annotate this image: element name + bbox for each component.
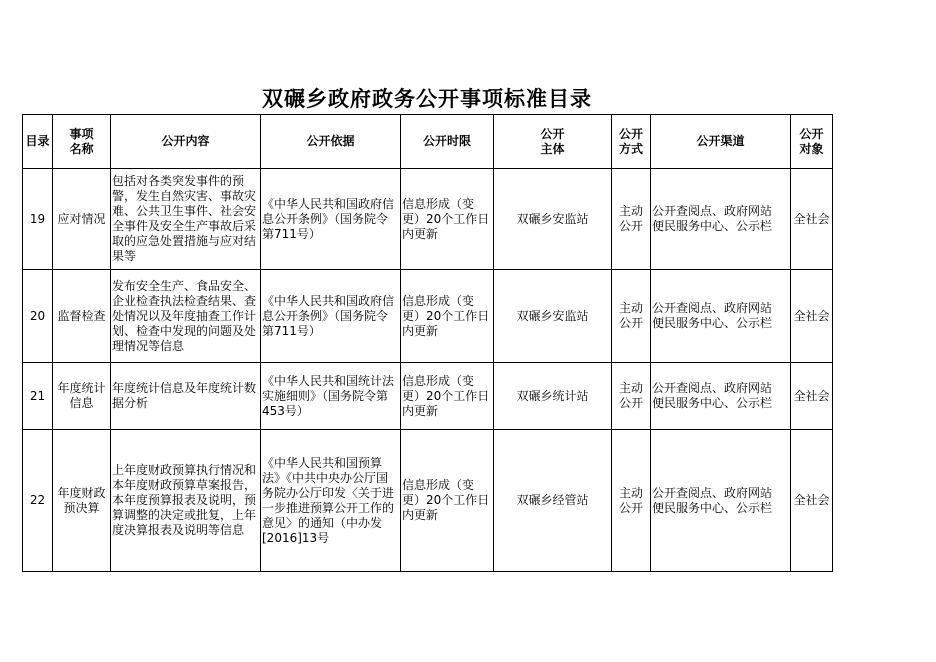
cell-subject: 双碾乡统计站 — [494, 363, 612, 430]
cell-item-name: 年度财政预决算 — [53, 430, 111, 572]
cell-method: 主动 公开 — [612, 430, 651, 572]
cell-time-limit: 信息形成（变更）20个工作日内更新 — [401, 430, 494, 572]
cell-method: 主动 公开 — [612, 363, 651, 430]
cell-content — [111, 169, 261, 270]
cell-basis: 《中华人民共和国统计法实施细则》（国务院令第453号） — [261, 363, 401, 430]
cell-content-text: 上年度财政预算执行情况和本年度财政预算草案报告，本年度预算报表及说明，预算调整的决定或批复，上年度决算报表及说明等信息 — [112, 463, 257, 537]
cell-content — [111, 430, 261, 572]
cell-basis: 《中华人民共和国预算法》《中共中央办公厅国务院办公厅印发〈关于进一步推进预算公开工作的意见〉的通知（中办发[2016]13号 — [261, 430, 401, 572]
cell-item-name: 年度统计信息 — [53, 363, 111, 430]
table-row — [23, 430, 833, 572]
cell-channel: 公开查阅点、政府网站 便民服务中心、公示栏 — [651, 430, 791, 572]
cell-index: 19 — [23, 169, 53, 270]
cell-method: 主动 公开 — [612, 169, 651, 270]
table-row — [23, 363, 833, 430]
header-audience: 公开 对象 — [791, 115, 833, 169]
header-time-limit: 公开时限 — [401, 115, 494, 169]
cell-subject: 双碾乡经管站 — [494, 430, 612, 572]
header-basis: 公开依据 — [261, 115, 401, 169]
cell-time-limit: 信息形成（变更）20个工作日内更新 — [401, 270, 494, 363]
disclosure-catalog-table — [22, 114, 833, 572]
header-channel: 公开渠道 — [651, 115, 791, 169]
cell-index: 20 — [23, 270, 53, 363]
header-subject: 公开 主体 — [494, 115, 612, 169]
table-row — [23, 169, 833, 270]
cell-subject: 双碾乡安监站 — [494, 270, 612, 363]
cell-content-text: 发布安全生产、食品安全、企业检查执法检查结果、查处情况以及年度抽查工作计划、检查中发现的问题及处理情况等信息 — [112, 278, 257, 353]
cell-audience: 全社会 — [791, 270, 833, 363]
cell-basis: 《中华人民共和国政府信息公开条例》（国务院令第711号） — [261, 169, 401, 270]
cell-content — [111, 363, 261, 430]
cell-channel: 公开查阅点、政府网站 便民服务中心、公示栏 — [651, 270, 791, 363]
cell-basis: 《中华人民共和国政府信息公开条例》（国务院令第711号） — [261, 270, 401, 363]
cell-method: 主动 公开 — [612, 270, 651, 363]
cell-item-name: 应对情况 — [53, 169, 111, 270]
cell-channel: 公开查阅点、政府网站 便民服务中心、公示栏 — [651, 169, 791, 270]
cell-content-text: 包括对各类突发事件的预警，发生自然灾害、事故灾难、公共卫生事件、社会安全事件及安全生产事故后采取的应急处置措施与应对结果等 — [112, 174, 257, 263]
header-index: 目录 — [23, 115, 53, 169]
cell-audience: 全社会 — [791, 169, 833, 270]
cell-content-text: 年度统计信息及年度统计数据分析 — [112, 381, 257, 410]
cell-index: 21 — [23, 363, 53, 430]
header-method: 公开 方式 — [612, 115, 651, 169]
cell-time-limit: 信息形成（变更）20个工作日内更新 — [401, 363, 494, 430]
table-row — [23, 270, 833, 363]
header-content: 公开内容 — [111, 115, 261, 169]
cell-index: 22 — [23, 430, 53, 572]
cell-content — [111, 270, 261, 363]
page-title: 双碾乡政府政务公开事项标准目录 — [262, 87, 592, 111]
table-header-row — [23, 115, 833, 169]
cell-channel: 公开查阅点、政府网站 便民服务中心、公示栏 — [651, 363, 791, 430]
cell-time-limit: 信息形成（变更）20个工作日内更新 — [401, 169, 494, 270]
cell-item-name: 监督检查 — [53, 270, 111, 363]
cell-audience: 全社会 — [791, 430, 833, 572]
header-item-name: 事项 名称 — [53, 115, 111, 169]
cell-audience: 全社会 — [791, 363, 833, 430]
cell-subject: 双碾乡安监站 — [494, 169, 612, 270]
